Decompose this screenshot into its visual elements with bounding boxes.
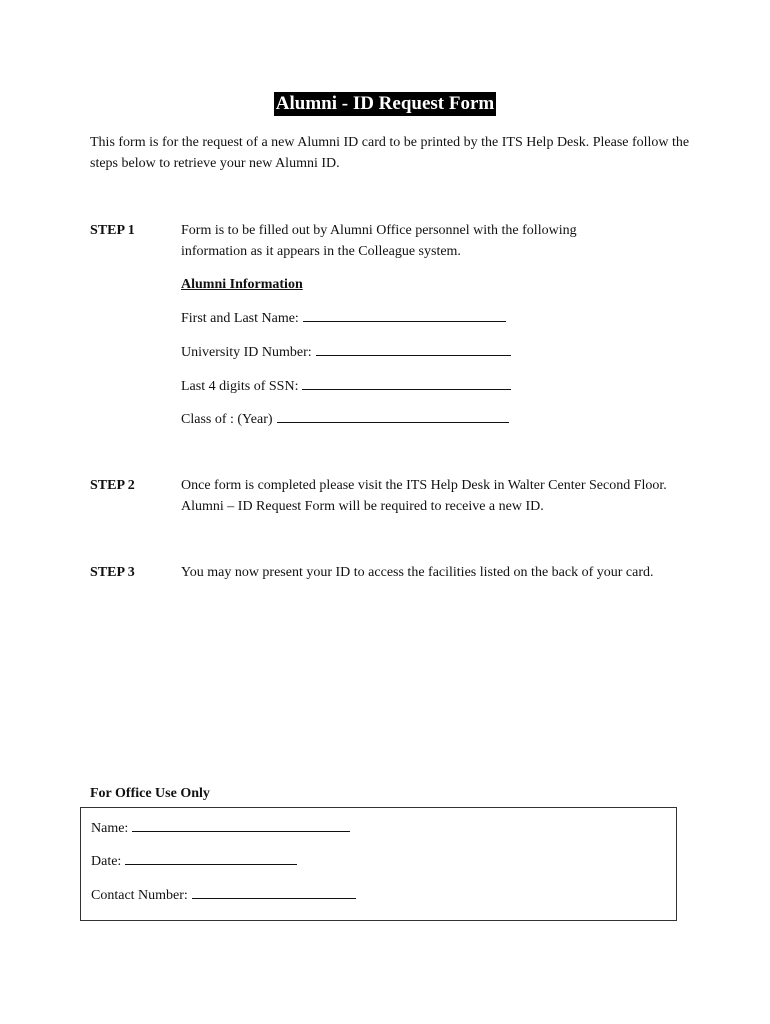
step-1-text: Form is to be filled out by Alumni Office personnel with the following information as it appears in the Colleague system. [181,223,577,259]
first-last-name-input[interactable] [303,307,506,322]
office-contact-field [91,884,356,906]
alumni-information-heading: Alumni Information [181,277,303,292]
office-contact-input[interactable] [192,884,356,899]
page-title-text: Alumni - ID Request Form [275,93,495,114]
university-id-field [181,341,511,363]
ssn-last4-label: Last 4 digits of SSN: [181,379,299,394]
office-contact-label: Contact Number: [91,888,188,903]
office-use-box [80,807,677,921]
step-2-label: STEP 2 [90,478,135,493]
office-date-label: Date: [91,854,122,869]
first-last-name-label: First and Last Name: [181,311,299,326]
office-date-field [91,850,297,872]
university-id-label: University ID Number: [181,345,312,360]
step-3-label: STEP 3 [90,565,135,580]
first-last-name-field [181,307,506,329]
office-use-heading: For Office Use Only [90,786,210,801]
office-name-input[interactable] [132,817,350,832]
page-title [0,93,770,115]
class-year-field [181,408,509,430]
class-year-input[interactable] [277,408,509,423]
step-2-text: Once form is completed please visit the ITS Help Desk in Walter Center Second Floor. Alumni – ID Request Form will be required to receive a new ID. [181,478,667,514]
office-name-label: Name: [91,821,129,836]
office-name-field [91,817,350,839]
class-year-label: Class of : (Year) [181,412,273,427]
intro-paragraph: This form is for the request of a new Alumni ID card to be printed by the ITS Help Desk. Please follow the steps below to retrieve your new Alumni ID. [90,135,690,171]
ssn-last4-input[interactable] [302,375,511,390]
ssn-last4-field [181,375,511,397]
step-1-label: STEP 1 [90,223,135,238]
step-3-text: You may now present your ID to access the facilities listed on the back of your card. [181,565,654,580]
office-date-input[interactable] [125,850,297,865]
university-id-input[interactable] [316,341,511,356]
